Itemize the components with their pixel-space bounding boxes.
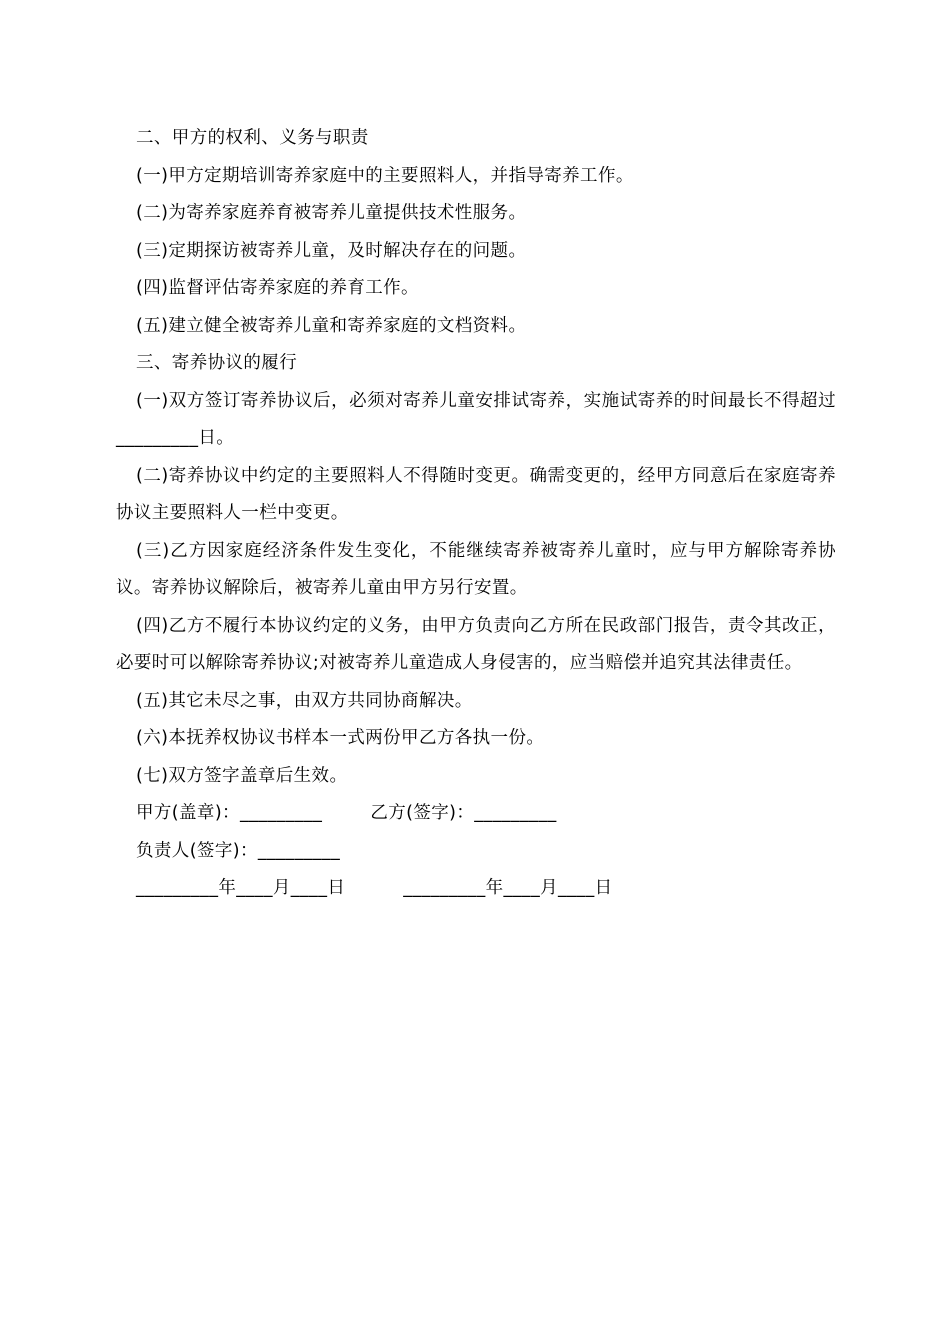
clause-item: (五)其它未尽之事，由双方共同协商解决。 <box>136 690 473 711</box>
clause-item: (五)建立健全被寄养儿童和寄养家庭的文档资料。 <box>136 315 527 336</box>
clause-item: (六)本抚养权协议书样本一式两份甲乙方各执一份。 <box>136 728 545 748</box>
signature-row-dates <box>116 870 836 908</box>
date-party-b: _________年____月____日 <box>403 878 613 898</box>
clause-item: (四)乙方不履行本协议约定的义务，由甲方负责向乙方所在民政部门报告，责令其改正，必要时可以解除寄养协议;对被寄养儿童造成人身侵害的，应当赔偿并追究其法律责任。 <box>116 615 836 673</box>
signature-row-person <box>116 833 836 871</box>
clause-item: (一)双方签订寄养协议后，必须对寄养儿童安排试寄养，实施试寄养的时间最长不得超过_________日。 <box>116 390 836 448</box>
clause-item: (二)寄养协议中约定的主要照料人不得随时变更。确需变更的，经甲方同意后在家庭寄养协议主要照料人一栏中变更。 <box>116 465 836 523</box>
section-heading: 二、甲方的权利、义务与职责 <box>136 128 369 148</box>
date-party-a: _________年____月____日 <box>136 878 346 898</box>
section-heading: 三、寄养协议的履行 <box>136 353 298 373</box>
clause-item: (七)双方签字盖章后生效。 <box>136 765 348 786</box>
party-b-signature: 乙方(签字)：_________ <box>370 803 557 823</box>
clause-item: (一)甲方定期培训寄养家庭中的主要照料人，并指导寄养工作。 <box>136 165 634 186</box>
clause-item: (三)乙方因家庭经济条件发生变化，不能继续寄养被寄养儿童时，应与甲方解除寄养协议。寄养协议解除后，被寄养儿童由甲方另行安置。 <box>116 540 836 598</box>
party-a-signature: 甲方(盖章)：_________ <box>136 803 323 823</box>
clause-item: (四)监督评估寄养家庭的养育工作。 <box>136 278 419 298</box>
clause-item: (三)定期探访被寄养儿童，及时解决存在的问题。 <box>136 240 527 261</box>
document-body <box>116 120 836 908</box>
clause-item: (二)为寄养家庭养育被寄养儿童提供技术性服务。 <box>136 203 527 223</box>
signature-row-parties <box>116 795 836 833</box>
person-in-charge-signature: 负责人(签字)：_________ <box>136 840 341 861</box>
